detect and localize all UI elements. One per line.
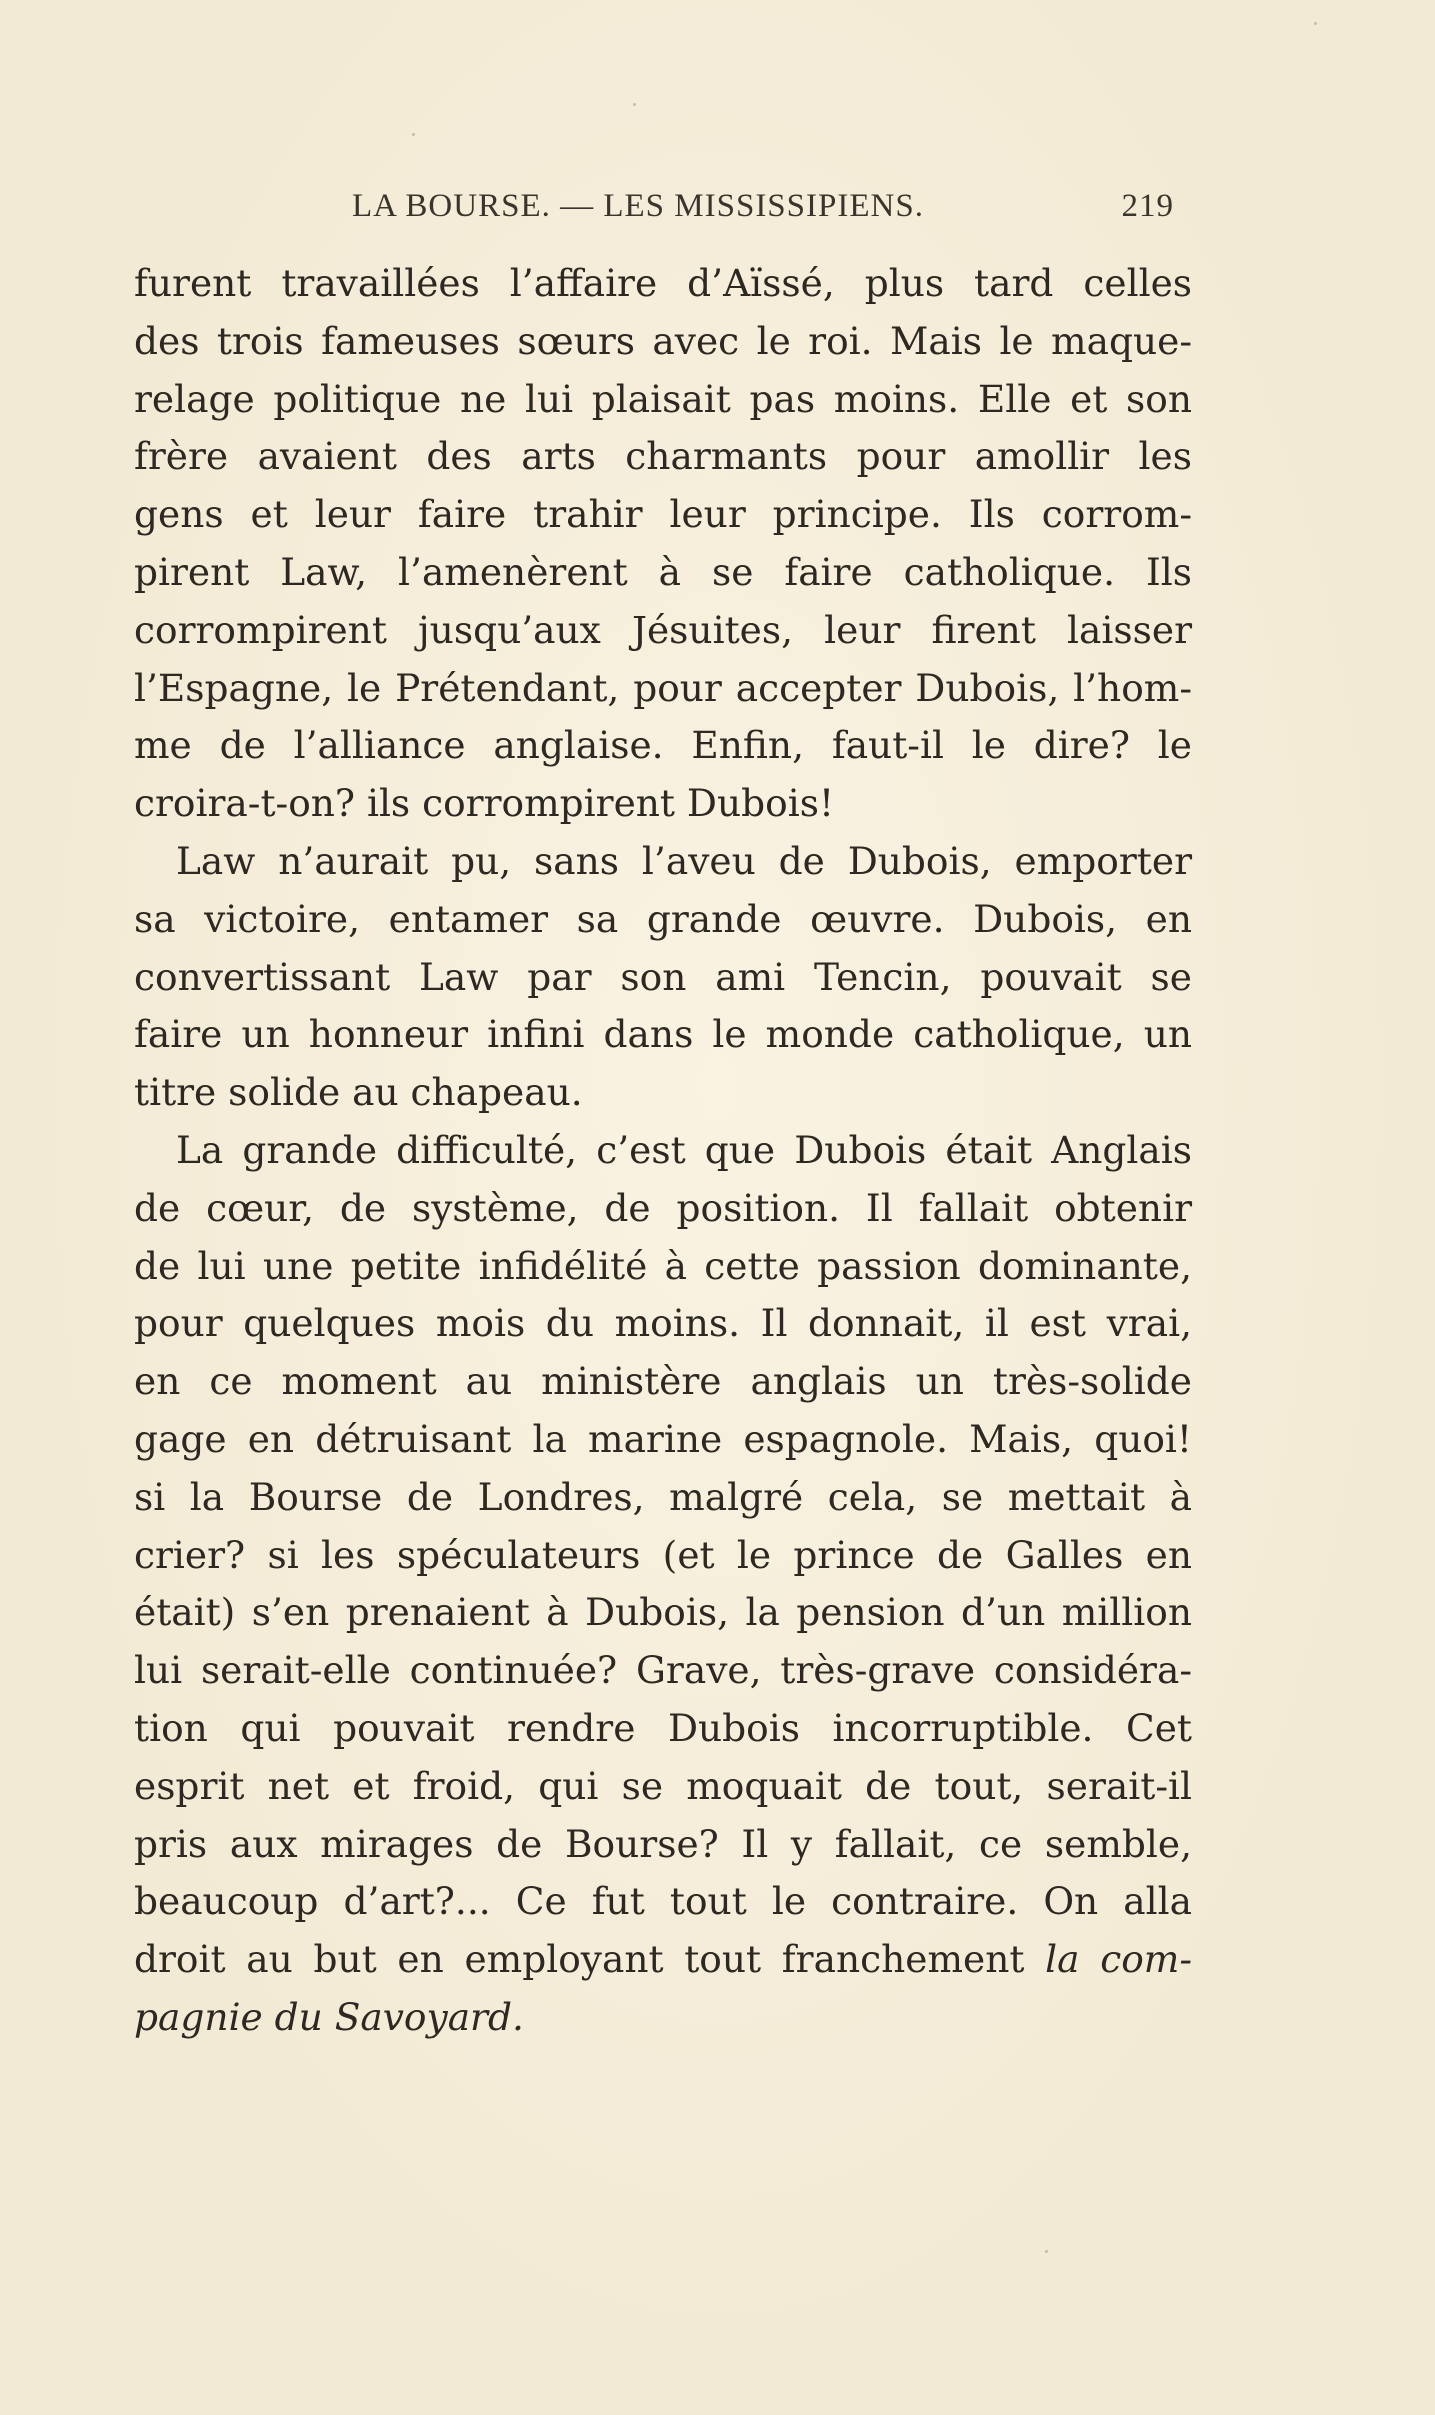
italic-segment: pagnie du Savoyard. [134,1994,524,2039]
text-line: pris aux mirages de Bourse? Il y fallait, ce semble, [134,1821,1192,1866]
text-line: était) s’en prenaient à Dubois, la pension d’un million [134,1590,1192,1635]
text-line: croira-t-on? ils corrompirent Dubois! [134,781,835,826]
text-line: esprit net et froid, qui se moquait de tout, serait-il [134,1763,1192,1808]
text-line: en ce moment au ministère anglais un très-solide [134,1359,1192,1404]
text-line: de lui une petite infidélité à cette passion dominante, [134,1243,1192,1288]
text-line [134,1989,1192,2047]
text-line: Law n’aurait pu, sans l’aveu de Dubois, emporter [176,838,1192,883]
text-line: sa victoire, entamer sa grande œuvre. Dubois, en [134,896,1192,941]
text-line: corrompirent jusqu’aux Jésuites, leur firent laisser [134,607,1192,652]
text-segment: droit au but en employant tout franchement [134,1937,1025,1982]
text-line: crier? si les spéculateurs (et le prince de Galles en [134,1532,1192,1577]
text-line: titre solide au chapeau. [134,1070,583,1115]
text-line: tion qui pouvait rendre Dubois incorruptible. Cet [134,1705,1192,1750]
text-line: faire un honneur infini dans le monde catholique, un [134,1012,1192,1057]
text-line: La grande difficulté, c’est que Dubois était Anglais [176,1127,1192,1172]
text-line: si la Bourse de Londres, malgré cela, se mettait à [134,1474,1192,1519]
body-text [134,255,1192,2047]
text-line: de cœur, de système, de position. Il fallait obtenir [134,1185,1192,1230]
paper-speck [412,133,415,136]
paper-speck [1045,2250,1048,2253]
text-line: frère avaient des arts charmants pour amollir les [134,434,1192,479]
page-number: 219 [1121,188,1174,224]
running-title: LA BOURSE. — LES MISSISSIPIENS. [352,188,924,224]
text-line [134,1931,1192,1989]
text-line: lui serait-elle continuée? Grave, très-grave considéra- [134,1648,1192,1693]
text-line: gage en détruisant la marine espagnole. Mais, quoi! [134,1416,1192,1461]
italic-segment: la com- [1024,1937,1193,1982]
text-line: pour quelques mois du moins. Il donnait, il est vrai, [134,1301,1192,1346]
paper-speck [1314,22,1317,25]
text-line: convertissant Law par son ami Tencin, pouvait se [134,954,1192,999]
running-header [352,188,1174,228]
text-line: pirent Law, l’amenèrent à se faire catholique. Ils [134,549,1192,594]
paper-speck [633,103,636,106]
text-line: relage politique ne lui plaisait pas moins. Elle et son [134,376,1192,421]
text-line: furent travaillées l’affaire d’Aïssé, plus tard celles [134,261,1192,305]
text-line: gens et leur faire trahir leur principe. Ils corrom- [134,492,1192,537]
text-line: l’Espagne, le Prétendant, pour accepter Dubois, l’hom- [134,665,1192,710]
text-line: des trois fameuses sœurs avec le roi. Mais le maque- [134,318,1192,363]
text-line: me de l’alliance anglaise. Enfin, faut-il le dire? le [134,723,1192,768]
text-line: beaucoup d’art?... Ce fut tout le contraire. On alla [134,1879,1192,1924]
